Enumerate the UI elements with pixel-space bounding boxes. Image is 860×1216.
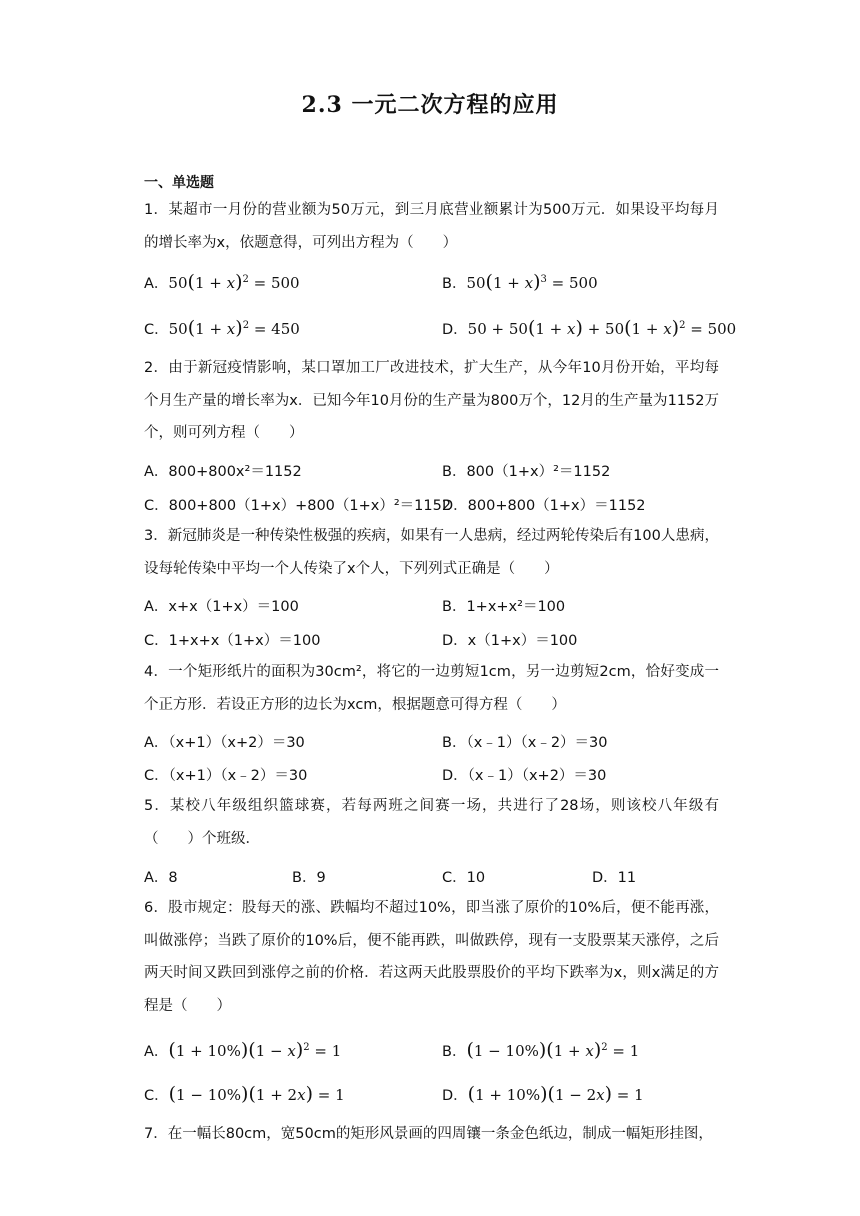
question-6-option-a[interactable] [144, 1040, 341, 1061]
question-5-option-c[interactable]: C．10 [442, 870, 486, 886]
option-math: $(1 + 10\%)(1 - x)^2 = 1$ [168, 1039, 342, 1061]
question-4-stem: 4．一个矩形纸片的面积为30cm²，将它的一边剪短1cm，另一边剪短2cm，恰好变成一个正方形．若设正方形的边长为xcm，根据题意可得方程（ ） [144, 664, 719, 713]
option-math: (1 + 10%)(1 − 2x) = 1 [467, 1083, 644, 1105]
option-math: $(1 - 10\%)(1 + x)^2 = 1$ [466, 1039, 640, 1061]
page-title: 2.3 一元二次方程的应用 [301, 92, 559, 118]
option-math: $50 + 50(1 + x) + 50(1 + x)^2 = 500$ [467, 317, 737, 339]
question-7-stem: 7．在一幅长80cm，宽50cm的矩形风景画的四周镶一条金色纸边，制成一幅矩形挂图， [144, 1126, 713, 1142]
question-2-option-b[interactable]: B．800（1+x）²＝1152 [442, 464, 611, 480]
option-math: $50(1 + x)^2 = 500$ [168, 271, 300, 293]
section-heading: 一、单选题 [144, 175, 214, 191]
option-math: $50(1 + x)^3 = 500$ [466, 271, 598, 293]
option-letter: A． [144, 1044, 169, 1060]
question-1-option-a[interactable] [144, 272, 300, 293]
question-6-stem: 6．股市规定：股每天的涨、跌幅均不超过10%，即当涨了原价的10%后，便不能再涨，叫做涨停；当跌了原价的10%后，便不能再跌，叫做跌停，现有一支股票某天涨停，之后两天时间又跌回到涨停之前的价格．若这两天此股票股价的平均下跌率为x，则x满足的方程是（ ） [144, 900, 719, 1014]
option-letter: D． [442, 1088, 468, 1104]
option-letter: B． [442, 1044, 467, 1060]
question-6-option-d[interactable] [442, 1084, 644, 1105]
option-letter: D． [442, 322, 468, 338]
question-3-option-b[interactable]: B．1+x+x²＝100 [442, 599, 566, 615]
question-5-option-a[interactable]: A．8 [144, 870, 178, 886]
question-1-option-b[interactable] [442, 272, 598, 293]
question-3-stem: 3．新冠肺炎是一种传染性极强的疾病，如果有一人患病，经过两轮传染后有100人患病，设每轮传染中平均一个人传染了x个人，下列列式正确是（ ） [144, 528, 719, 577]
option-letter: C． [144, 1088, 169, 1104]
question-5-option-d[interactable]: D．11 [592, 870, 637, 886]
option-math: $50(1 + x)^2 = 450$ [168, 317, 300, 339]
question-6-option-b[interactable] [442, 1040, 639, 1061]
question-1-option-d[interactable] [442, 318, 736, 339]
question-2-option-d[interactable]: D．800+800（1+x）＝1152 [442, 498, 646, 514]
question-2-stem: 2．由于新冠疫情影响，某口罩加工厂改进技术，扩大生产，从今年10月份开始，平均每个月生产量的增长率为x．已知今年10月份的生产量为800万个，12月的生产量为1152万个，则可列方程（ ） [144, 360, 719, 441]
question-2-option-a[interactable]: A．800+800x²＝1152 [144, 464, 302, 480]
question-2-option-c[interactable]: C．800+800（1+x）+800（1+x）²＝1152 [144, 498, 452, 514]
question-6-option-c[interactable] [144, 1084, 345, 1105]
option-letter: A． [144, 276, 169, 292]
question-4-option-b[interactable]: B．（x﹣1）（x﹣2）＝30 [442, 735, 608, 751]
question-5-option-b[interactable]: B．9 [292, 870, 326, 886]
question-4-option-c[interactable]: C．（x+1）（x﹣2）＝30 [144, 768, 308, 784]
question-3-option-a[interactable]: A．x+x（1+x）＝100 [144, 599, 299, 615]
option-letter: B． [442, 276, 467, 292]
question-3-option-d[interactable]: D．x（1+x）＝100 [442, 633, 578, 649]
question-1-stem: 1．某超市一月份的营业额为50万元，到三月底营业额累计为500万元．如果设平均每月的增长率为x，依题意得，可列出方程为（ ） [144, 202, 719, 251]
question-5-stem: 5．某校八年级组织篮球赛，若每两班之间赛一场，共进行了28场，则该校八年级有（ ）个班级． [144, 798, 719, 847]
question-1-option-c[interactable] [144, 318, 300, 339]
option-letter: C． [144, 322, 169, 338]
option-math: (1 − 10%)(1 + 2x) = 1 [168, 1083, 345, 1105]
question-4-option-a[interactable]: A．（x+1）（x+2）＝30 [144, 735, 305, 751]
question-4-option-d[interactable]: D．（x﹣1）（x+2）＝30 [442, 768, 607, 784]
question-3-option-c[interactable]: C．1+x+x（1+x）＝100 [144, 633, 321, 649]
